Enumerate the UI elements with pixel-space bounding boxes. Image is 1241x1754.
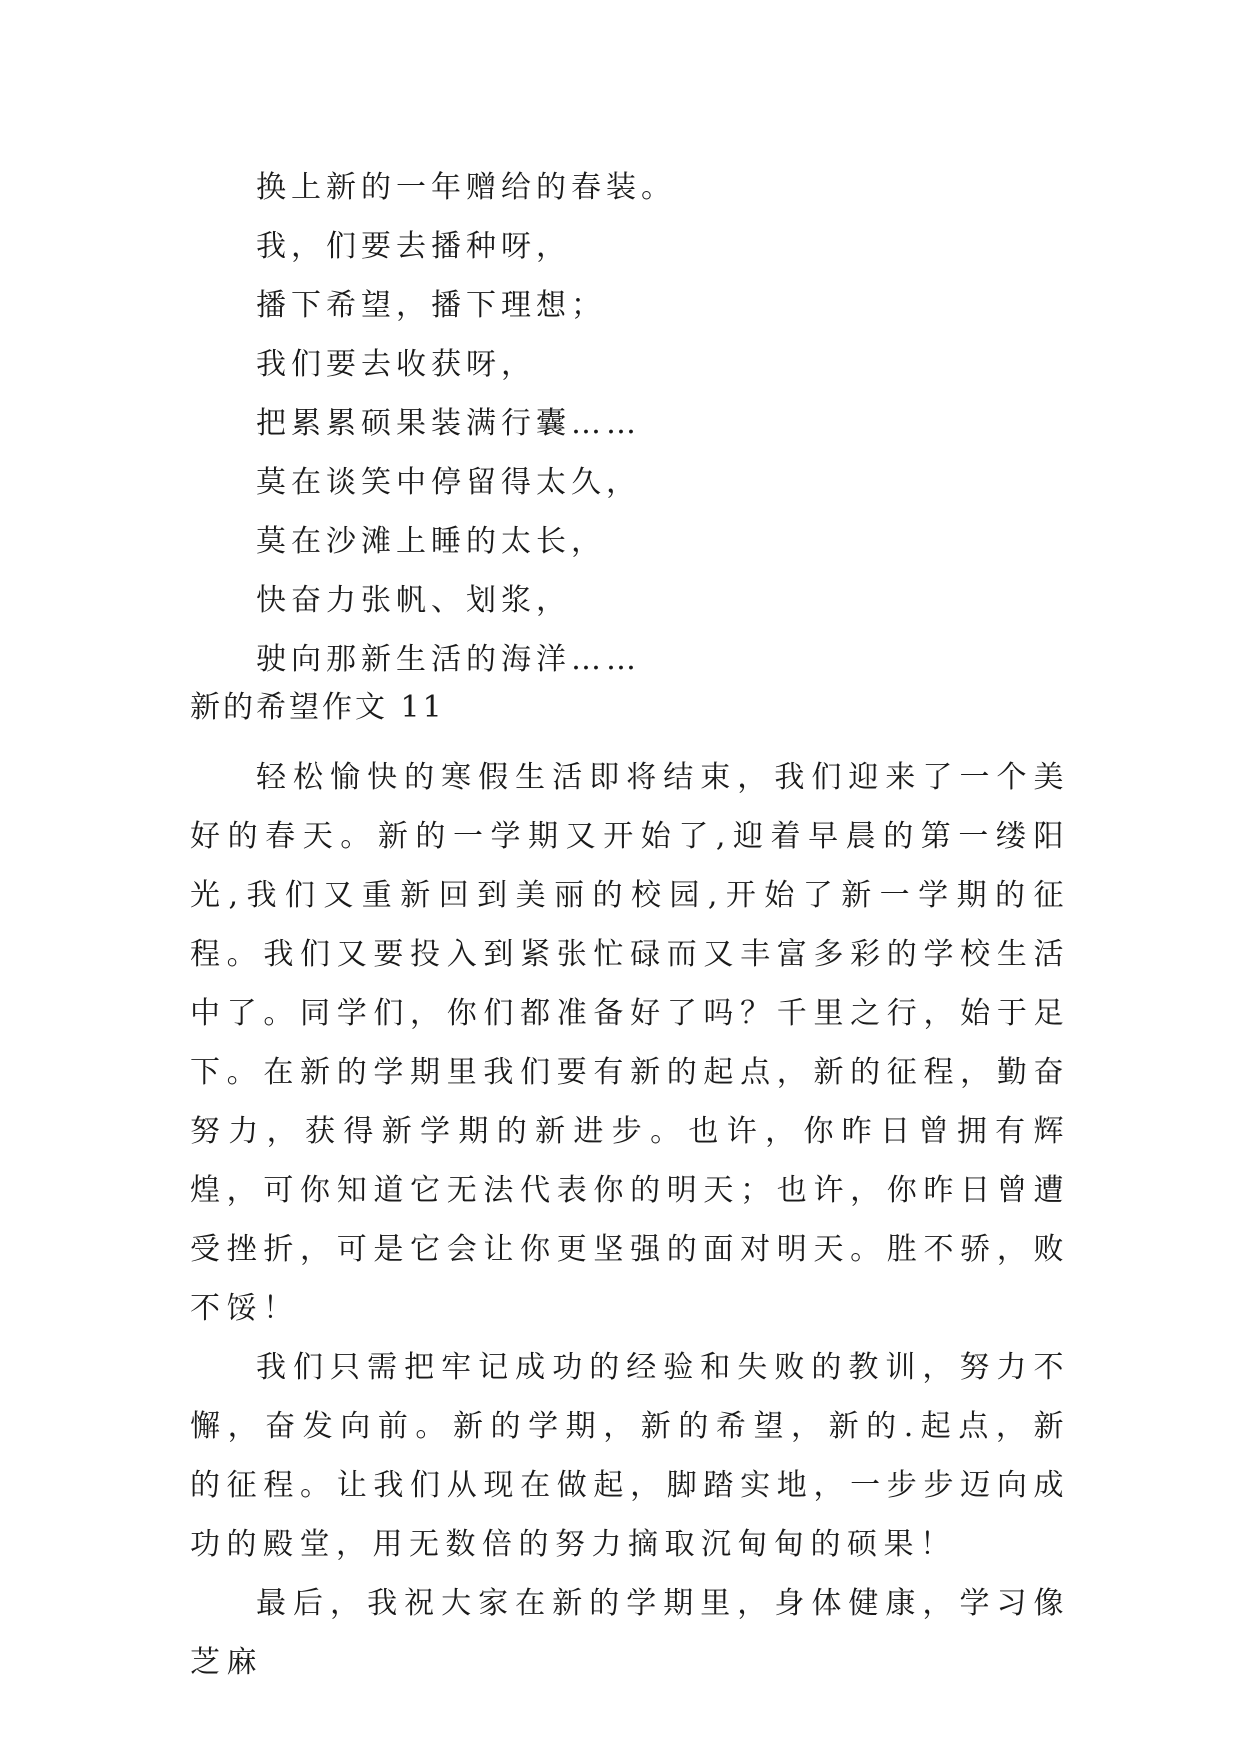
poem-line: 快奋力张帆、划浆， [256, 583, 571, 618]
poem-line: 换上新的一年赠给的春装。 [256, 170, 676, 205]
essay-body [190, 748, 1070, 1692]
poem-line: 把累累硕果装满行囊…… [256, 406, 641, 441]
poem-line: 莫在谈笑中停留得太久， [256, 465, 641, 500]
body-paragraph: 轻松愉快的寒假生活即将结束，我们迎来了一个美好的春天。新的一学期又开始了,迎着早晨的第一缕阳光,我们又重新回到美丽的校园,开始了新一学期的征程。我们又要投入到紧张忙碌而又丰富多彩的学校生活中了。同学们，你们都准备好了吗？千里之行，始于足下。在新的学期里我们要有新的起点，新的征程，勤奋努力，获得新学期的新进步。也许，你昨日曾拥有辉煌，可你知道它无法代表你的明天；也许，你昨日曾遭受挫折，可是它会让你更坚强的面对明天。胜不骄，败不馁！ [190, 760, 1070, 1326]
poem-block [256, 158, 676, 689]
poem-line: 驶向那新生活的海洋…… [256, 642, 641, 677]
poem-line: 播下希望，播下理想； [256, 288, 606, 323]
essay-heading: 新的希望作文 11 [190, 690, 445, 725]
poem-line: 莫在沙滩上睡的太长， [256, 524, 606, 559]
poem-line: 我，们要去播种呀， [256, 229, 571, 264]
body-paragraph: 最后，我祝大家在新的学期里，身体健康，学习像芝麻 [190, 1586, 1070, 1680]
body-paragraph: 我们只需把牢记成功的经验和失败的教训，努力不懈，奋发向前。新的学期，新的希望，新的.起点，新的征程。让我们从现在做起，脚踏实地，一步步迈向成功的殿堂，用无数倍的努力摘取沉甸甸的硕果！ [190, 1350, 1070, 1562]
poem-line: 我们要去收获呀， [256, 347, 536, 382]
